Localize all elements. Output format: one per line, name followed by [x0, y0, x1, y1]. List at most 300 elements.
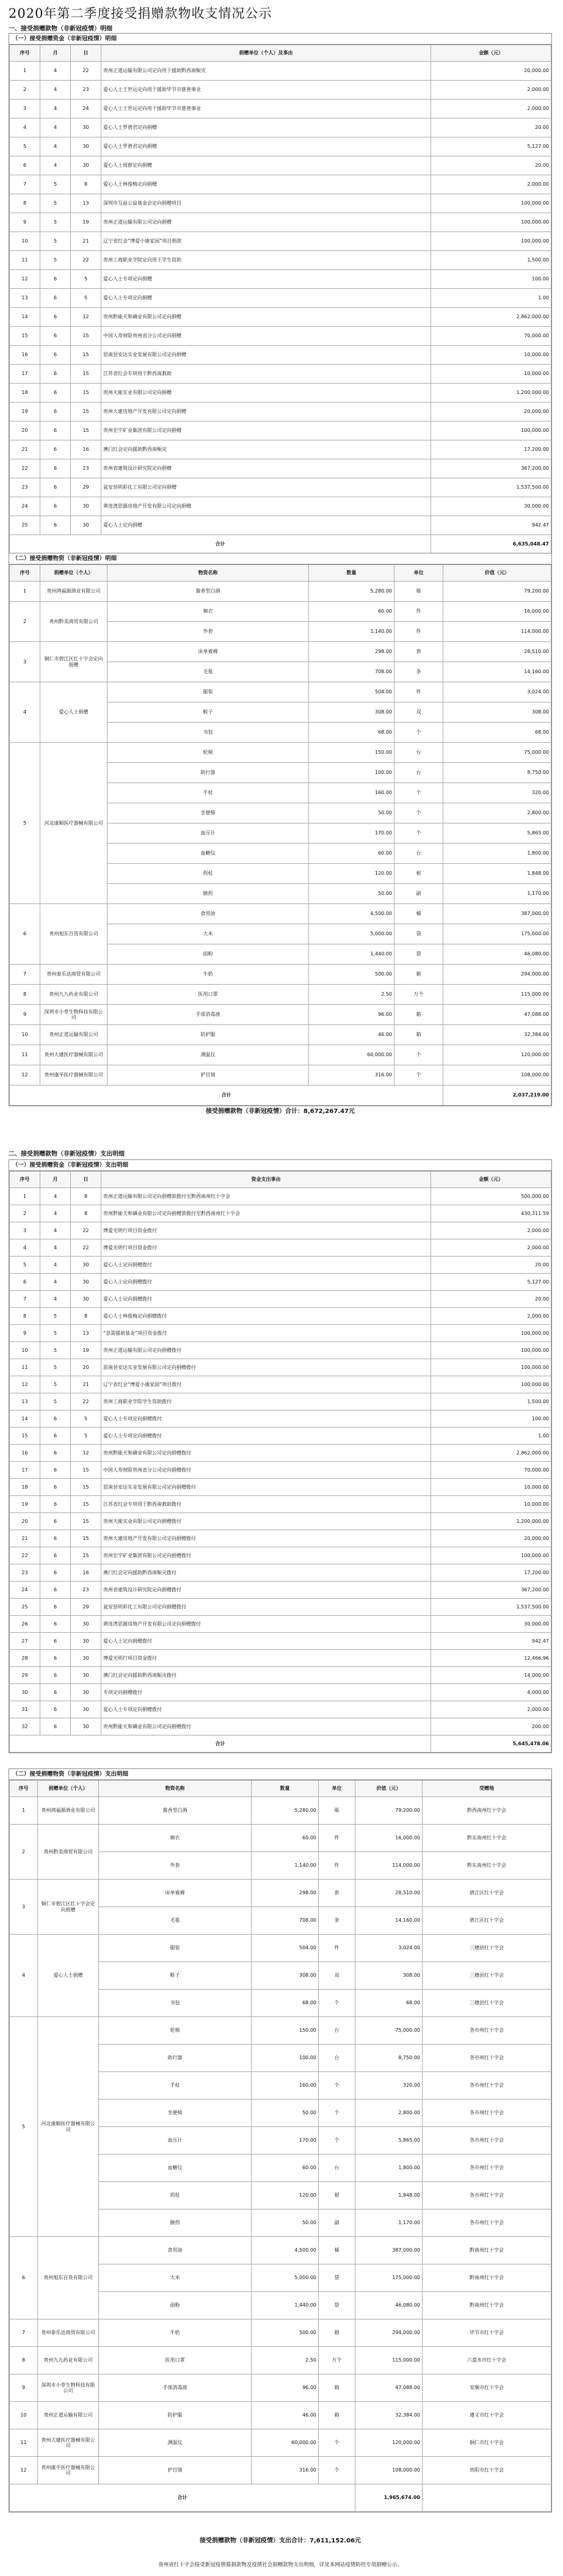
table-cell: 13	[10, 1393, 40, 1410]
table-cell: 29	[71, 478, 101, 497]
quantity: 96.00	[252, 2374, 319, 2402]
value: 68.00	[443, 723, 551, 743]
table-cell: 爱心人士定向捐赠拨付	[101, 1291, 431, 1308]
value: 16,000.00	[443, 602, 551, 622]
table-cell: 15	[71, 1462, 101, 1479]
table-cell: 5,127.00	[431, 1274, 551, 1291]
table-row	[10, 421, 551, 440]
value: 115,000.00	[443, 985, 551, 1005]
value: 75,000.00	[443, 743, 551, 763]
unit: 箱	[319, 2402, 355, 2429]
column-header: 物资名称	[99, 1781, 252, 1797]
unit: 个	[394, 803, 443, 823]
value: 68.00	[355, 1990, 423, 2017]
destination: 黔东南州红十字会	[423, 1852, 551, 1880]
donor-name: 铜仁市碧江区红十字会定向捐赠	[40, 642, 107, 682]
column-header: 单位	[394, 565, 443, 582]
table-cell: 6	[40, 1616, 71, 1633]
table-cell: 430,311.59	[431, 1205, 551, 1222]
table-cell: 2,000.00	[431, 1239, 551, 1257]
row-number: 5	[10, 2017, 38, 2237]
table-cell: 6	[40, 1462, 71, 1479]
item-name: 防护服	[107, 1025, 309, 1045]
table-cell: 5	[40, 1308, 71, 1325]
table-row	[10, 985, 551, 1005]
table-cell: 20,000.00	[431, 403, 551, 421]
page-title: 2020年第二季度接受捐赠款物收支情况公示	[9, 6, 272, 21]
table-cell: 30,000.00	[431, 1616, 551, 1633]
item-name: 书包	[99, 1990, 252, 2017]
table-cell: 贵州天能实业有限公司定向捐赠	[101, 384, 431, 403]
item-name: 手部消毒液	[99, 2374, 252, 2402]
unit: 袋	[394, 924, 443, 944]
table-cell: 6	[40, 327, 71, 346]
value: 175,000.00	[355, 2264, 423, 2292]
donor-name: 贵州泰乐达商贸有限公司	[38, 2319, 99, 2347]
table-cell: 爱心人士定向捐赠拨付	[101, 1274, 431, 1291]
item-name: 拐杖	[107, 864, 309, 884]
table-cell: 6	[40, 497, 71, 516]
column-header: 价值（元）	[443, 565, 551, 582]
total-label: 合计	[10, 1735, 431, 1753]
table-cell: 6	[40, 1582, 71, 1599]
table-cell: 100.00	[431, 270, 551, 289]
table-cell: 11	[10, 1359, 40, 1376]
table-cell: 22	[71, 62, 101, 81]
value: 14,160.00	[443, 662, 551, 682]
quantity: 160.00	[252, 2072, 319, 2100]
table-cell: 爱心人士专项定向捐赠拨付	[101, 1428, 431, 1445]
section-heading-expenditure: 二、接受捐赠款物（非新冠疫情）支出明细	[9, 1151, 125, 1158]
destination: 各市州红十字会	[423, 2209, 551, 2237]
item-name: 书包	[107, 723, 309, 743]
item-name: 床单被褥	[107, 642, 309, 662]
table-cell: 辽宁省红会“博爱小康家园”项目捐款	[101, 232, 431, 251]
unit: 件	[319, 1852, 355, 1880]
destination: 各市州红十字会	[423, 2072, 551, 2100]
donor-name: 河北康顺医疗器械有限公司	[40, 743, 107, 904]
table-cell: 17,200.00	[431, 1564, 551, 1582]
item-name: 大米	[107, 924, 309, 944]
table-cell: 24	[71, 100, 101, 119]
table-row	[10, 1479, 551, 1496]
table-cell: 6	[40, 403, 71, 421]
table-cell: 爱心人士林俊梅定向捐赠拨付	[101, 1308, 431, 1325]
table-cell: 8	[10, 194, 40, 213]
value: 47,088.00	[355, 2374, 423, 2402]
donor-name: 贵州九九药业有限公司	[40, 985, 107, 1005]
item-name: 床单被褥	[99, 1880, 252, 1907]
quantity: 96.00	[309, 1005, 394, 1025]
table-cell: 367,200.00	[431, 459, 551, 478]
destination: 黔东南州红十字会	[423, 1825, 551, 1852]
table-cell: 100,000.00	[431, 232, 551, 251]
table-row	[10, 1650, 551, 1667]
row-number: 8	[10, 2347, 38, 2374]
value: 14,160.00	[355, 1907, 423, 1935]
table-cell: 30,000.00	[431, 497, 551, 516]
table-row	[10, 62, 551, 81]
table-row	[10, 1797, 551, 1825]
table-cell: 中国人寿财险贵州省分公司定向捐赠拨付	[101, 1462, 431, 1479]
total-value: 1,965,674.00	[355, 2484, 423, 2512]
column-header: 序号	[10, 565, 40, 582]
item-name: 毛毯	[107, 662, 309, 682]
table-cell: 澳门红会定向援助黔西南赈灾拨付	[101, 1667, 431, 1684]
quantity: 504.00	[309, 682, 394, 702]
value: 108,000.00	[443, 1065, 551, 1085]
table-cell: 黄连湾思源房地产开发有限公司定向捐赠拨付	[101, 1616, 431, 1633]
table-row	[10, 213, 551, 232]
value: 1,170.00	[355, 2209, 423, 2237]
table-cell: 2,000.00	[431, 81, 551, 100]
table-row	[10, 1291, 551, 1308]
table-row	[10, 1359, 551, 1376]
item-name: 助行器	[99, 2045, 252, 2072]
quantity: 316.00	[309, 1065, 394, 1085]
value: 47,088.00	[443, 1005, 551, 1025]
value: 320.00	[355, 2072, 423, 2100]
row-number: 12	[10, 1065, 40, 1085]
table-cell: 4	[40, 1257, 71, 1274]
footnote: 贵州省红十字会接受新冠疫情募捐款物及疫情社会捐赠款物支出明细，详见本网站疫情防控专项捐赠公示。	[158, 2562, 402, 2568]
quantity: 50.00	[309, 884, 394, 904]
unit: 台	[319, 2045, 355, 2072]
table-cell: 爱心人士专项定向捐赠	[101, 270, 431, 289]
table-row	[10, 289, 551, 308]
value: 75,000.00	[355, 2017, 423, 2045]
table-cell: 6	[40, 1684, 71, 1701]
table-cell: 15	[71, 1496, 101, 1513]
table-cell: 23	[71, 459, 101, 478]
table-cell: 2,000.00	[431, 175, 551, 194]
value: 46,080.00	[355, 2292, 423, 2319]
table-cell: 6	[40, 1479, 71, 1496]
table-row	[10, 1935, 551, 1962]
table-cell: 贵州黔能天和磷业有限公司定向捐赠拨付	[101, 1445, 431, 1462]
table-cell: 942.47	[431, 516, 551, 535]
value: 8,750.00	[443, 763, 551, 783]
value: 3,024.00	[355, 1935, 423, 1962]
table-cell: 5	[10, 137, 40, 156]
table-cell: 6	[40, 289, 71, 308]
table-cell: 16	[71, 1564, 101, 1582]
column-header: 序号	[10, 1172, 40, 1188]
value: 308.00	[355, 1962, 423, 1990]
table-cell: 6	[40, 1599, 71, 1616]
value: 1,848.00	[443, 864, 551, 884]
total-row	[10, 1735, 551, 1753]
table-cell: 爱心人士定向捐赠拨付	[101, 1633, 431, 1650]
table-row	[10, 682, 551, 702]
goods-expenditure-caption: （二）接受捐赠物资（非新冠疫情）支出明细	[9, 1769, 551, 1780]
table-cell: 30	[71, 1650, 101, 1667]
unit: 箱	[319, 2374, 355, 2402]
table-row	[10, 1718, 551, 1735]
unit: 个	[319, 2429, 355, 2457]
table-cell: 4	[40, 119, 71, 137]
unit: 个	[319, 2072, 355, 2100]
donor-name: 贵州康平医疗器械有限公司	[38, 2457, 99, 2484]
item-name: 拐杖	[99, 2182, 252, 2209]
table-cell: 6	[40, 1633, 71, 1650]
unit: 件	[394, 682, 443, 702]
table-row	[10, 743, 551, 763]
table-row	[10, 1239, 551, 1257]
donor-name: 贵州旭东百货有限公司	[38, 2237, 99, 2319]
unit: 件	[394, 602, 443, 622]
item-name: 助行器	[107, 763, 309, 783]
item-name: 大米	[99, 2264, 252, 2292]
value: 79,200.00	[355, 1797, 423, 1825]
goods-expenditure-table-box	[9, 1768, 552, 2512]
column-header: 捐赠单位（个人）及事由	[101, 45, 431, 62]
donor-name: 贵州泰乐达商贸有限公司	[40, 965, 107, 985]
table-cell: 贵州大建房地产开发有限公司定向捐赠	[101, 403, 431, 421]
row-number: 10	[10, 2402, 38, 2429]
unit: 个	[394, 823, 443, 844]
table-cell: 15	[10, 1428, 40, 1445]
value: 28,510.00	[443, 642, 551, 662]
row-number: 4	[10, 682, 40, 743]
table-cell: 6	[40, 1410, 71, 1428]
table-cell: 19	[10, 403, 40, 421]
table-cell: 5	[71, 270, 101, 289]
row-number: 7	[10, 2319, 38, 2347]
quantity: 316.00	[252, 2457, 319, 2484]
expenditure-grand-total: 接受捐赠款物（非新冠疫情）支出合计：7,611,152.06元	[199, 2538, 361, 2544]
value: 108,000.00	[355, 2457, 423, 2484]
quantity: 46.00	[309, 1025, 394, 1045]
table-row	[10, 2429, 551, 2457]
destination: 各市州红十字会	[423, 2017, 551, 2045]
row-number: 12	[10, 2457, 38, 2484]
table-cell: 5	[40, 175, 71, 194]
table-cell: 8	[71, 1188, 101, 1205]
table-cell: 100,000.00	[431, 1359, 551, 1376]
table-cell: 942.47	[431, 1633, 551, 1650]
item-name: 测温仪	[107, 1045, 309, 1065]
table-cell: 19	[71, 213, 101, 232]
item-name: 防护服	[99, 2402, 252, 2429]
table-cell: 6	[40, 365, 71, 384]
table-cell: 2	[10, 81, 40, 100]
value: 46,080.00	[443, 944, 551, 965]
quantity: 4,500.00	[309, 904, 394, 924]
row-number: 10	[10, 1025, 40, 1045]
table-cell: 爱心人士王世运定向用于援助毕节市慈善事业	[101, 81, 431, 100]
table-cell: 6	[40, 308, 71, 327]
quantity: 2.50	[252, 2347, 319, 2374]
table-row	[10, 904, 551, 924]
column-header: 捐赠单位（个人）	[38, 1781, 99, 1797]
table-row	[10, 2237, 551, 2264]
total-row	[10, 1085, 551, 1106]
unit: 个	[394, 1065, 443, 1085]
value: 308.00	[443, 702, 551, 723]
empty-cell	[423, 2484, 551, 2512]
unit: 个	[319, 2457, 355, 2484]
table-cell: 30	[71, 1257, 101, 1274]
value: 1,170.00	[443, 884, 551, 904]
table-cell: 4	[40, 100, 71, 119]
unit: 双	[319, 1962, 355, 1990]
table-cell: 4	[40, 137, 71, 156]
table-row	[10, 175, 551, 194]
item-name: 面粉	[99, 2292, 252, 2319]
unit: 根	[319, 2182, 355, 2209]
table-cell: 500,000.00	[431, 1188, 551, 1205]
item-name: 医用口罩	[99, 2347, 252, 2374]
table-cell: 爱心人士林俊梅定向捐赠	[101, 175, 431, 194]
table-cell: 100,000.00	[431, 1547, 551, 1564]
quantity: 100.00	[252, 2045, 319, 2072]
quantity: 298.00	[309, 642, 394, 662]
table-cell: 黄连湾思源房地产开发有限公司定向捐赠	[101, 497, 431, 516]
column-header: 序号	[10, 45, 40, 62]
donor-name: 贵州鸿福源酒业有限公司	[40, 582, 107, 602]
table-cell: 2,000.00	[431, 1308, 551, 1325]
table-cell: 3	[10, 100, 40, 119]
column-header: 数量	[309, 565, 394, 582]
table-cell: 10,000.00	[431, 365, 551, 384]
table-cell: 6	[40, 1564, 71, 1582]
table-cell: 5	[40, 1359, 71, 1376]
row-number: 5	[10, 743, 40, 904]
value: 32,384.00	[355, 2402, 423, 2429]
table-cell: 5	[71, 1428, 101, 1445]
destination: 各市州红十字会	[423, 2127, 551, 2155]
goods-donations-table	[9, 564, 551, 1106]
unit: 台	[394, 844, 443, 864]
table-cell: 10	[10, 1342, 40, 1359]
table-cell: 贵州工商职业学院定向用于学生资助	[101, 251, 431, 270]
row-number: 9	[10, 1005, 40, 1025]
table-row	[10, 1667, 551, 1684]
table-cell: 5	[40, 1325, 71, 1342]
table-cell: 瓮安县明彩化工有限公司定向捐赠	[101, 478, 431, 497]
table-row	[10, 384, 551, 403]
table-cell: 31	[10, 1701, 40, 1718]
table-cell: 6	[40, 1496, 71, 1513]
table-row	[10, 232, 551, 251]
quantity: 120.00	[252, 2182, 319, 2209]
total-label: 合计	[10, 535, 431, 554]
donor-name: 铜仁市碧江区红十字会定向捐赠	[38, 1880, 99, 1935]
table-row	[10, 1633, 551, 1650]
table-cell: 30	[71, 137, 101, 156]
item-name: 血糖仪	[99, 2155, 252, 2182]
table-row	[10, 1582, 551, 1599]
table-cell: 4	[40, 1222, 71, 1239]
item-name: 血压计	[99, 2127, 252, 2155]
table-cell: 12	[71, 308, 101, 327]
unit: 个	[394, 1045, 443, 1065]
quantity: 50.00	[309, 803, 394, 823]
quantity: 1,440.00	[309, 944, 394, 965]
table-cell: 思南县安达实业发展有限公司定向捐赠拨付	[101, 1359, 431, 1376]
item-name: 外套	[99, 1852, 252, 1880]
unit: 副	[394, 884, 443, 904]
table-cell: 6	[40, 516, 71, 535]
quantity: 1,440.00	[252, 2292, 319, 2319]
value: 1,800.00	[355, 2155, 423, 2182]
table-row	[10, 2319, 551, 2347]
table-cell: 14,000.00	[431, 1667, 551, 1684]
table-cell: 爱心人士定向捐赠	[101, 516, 431, 535]
table-cell: 100,000.00	[431, 194, 551, 213]
table-cell: 22	[71, 1393, 101, 1410]
table-row	[10, 1308, 551, 1325]
unit: 万个	[394, 985, 443, 1005]
table-cell: 7	[10, 1291, 40, 1308]
quantity: 708.00	[309, 662, 394, 682]
item-name: 手杖	[99, 2072, 252, 2100]
quantity: 60.00	[309, 602, 394, 622]
table-cell: 15	[71, 346, 101, 365]
table-cell: 贵州宏宇矿业集团有限公司定向捐赠拨付	[101, 1547, 431, 1564]
table-cell: 2,000.00	[431, 1701, 551, 1718]
column-header: 捐赠单位（个人）	[40, 565, 107, 582]
table-row	[10, 1701, 551, 1718]
table-cell: 1,200,000.00	[431, 384, 551, 403]
table-cell: 100.00	[431, 1410, 551, 1428]
table-cell: 6	[40, 270, 71, 289]
destination: 三穗县红十字会	[423, 1990, 551, 2017]
destination: 黔南州红十字会	[423, 2237, 551, 2264]
item-name: 服装	[107, 682, 309, 702]
table-cell: 13	[71, 1325, 101, 1342]
table-cell: 5,127.00	[431, 137, 551, 156]
destination: 六盘水市红十字会	[423, 2347, 551, 2374]
total-value: 5,645,478.06	[431, 1735, 551, 1753]
table-cell: 2,862,000.00	[431, 308, 551, 327]
table-cell: 6	[10, 156, 40, 175]
table-row	[10, 602, 551, 622]
donor-name: 贵州正道运输有限公司	[40, 1025, 107, 1045]
table-row	[10, 1205, 551, 1222]
destination: 黔西南州红十字会	[423, 1797, 551, 1825]
unit: 箱	[394, 1025, 443, 1045]
donor-name: 深圳市小草生物科技有限公司	[38, 2374, 99, 2402]
table-cell: 20.00	[431, 1291, 551, 1308]
table-cell: 30	[71, 1667, 101, 1684]
row-number: 11	[10, 1045, 40, 1065]
table-cell: 5	[40, 1393, 71, 1410]
unit: 台	[394, 763, 443, 783]
table-cell: 1.00	[431, 1428, 551, 1445]
destination: 三穗县红十字会	[423, 1962, 551, 1990]
table-cell: 30	[71, 1718, 101, 1735]
item-name: 手部消毒液	[107, 1005, 309, 1025]
donor-name: 贵州康平医疗器械有限公司	[40, 1065, 107, 1085]
table-cell: 15	[71, 384, 101, 403]
table-cell: 4	[40, 62, 71, 81]
unit: 万个	[319, 2347, 355, 2374]
table-cell: 70,000.00	[431, 327, 551, 346]
item-name: 腋拐	[107, 884, 309, 904]
table-cell: 江苏省红会专项用于黔西南救助拨付	[101, 1496, 431, 1513]
table-cell: 70,000.00	[431, 1462, 551, 1479]
quantity: 150.00	[252, 2017, 319, 2045]
table-cell: 20.00	[431, 119, 551, 137]
table-cell: 瓮安县明彩化工有限公司定向捐赠拨付	[101, 1599, 431, 1616]
table-cell: 贵州天能实业有限公司定向捐赠拨付	[101, 1513, 431, 1530]
table-cell: 思南县安达实业发展有限公司定向捐赠	[101, 346, 431, 365]
item-name: 牛奶	[99, 2319, 252, 2347]
table-cell: 深圳市互益公益基金会定向捐赠项目	[101, 194, 431, 213]
column-header: 金额（元）	[431, 45, 551, 62]
